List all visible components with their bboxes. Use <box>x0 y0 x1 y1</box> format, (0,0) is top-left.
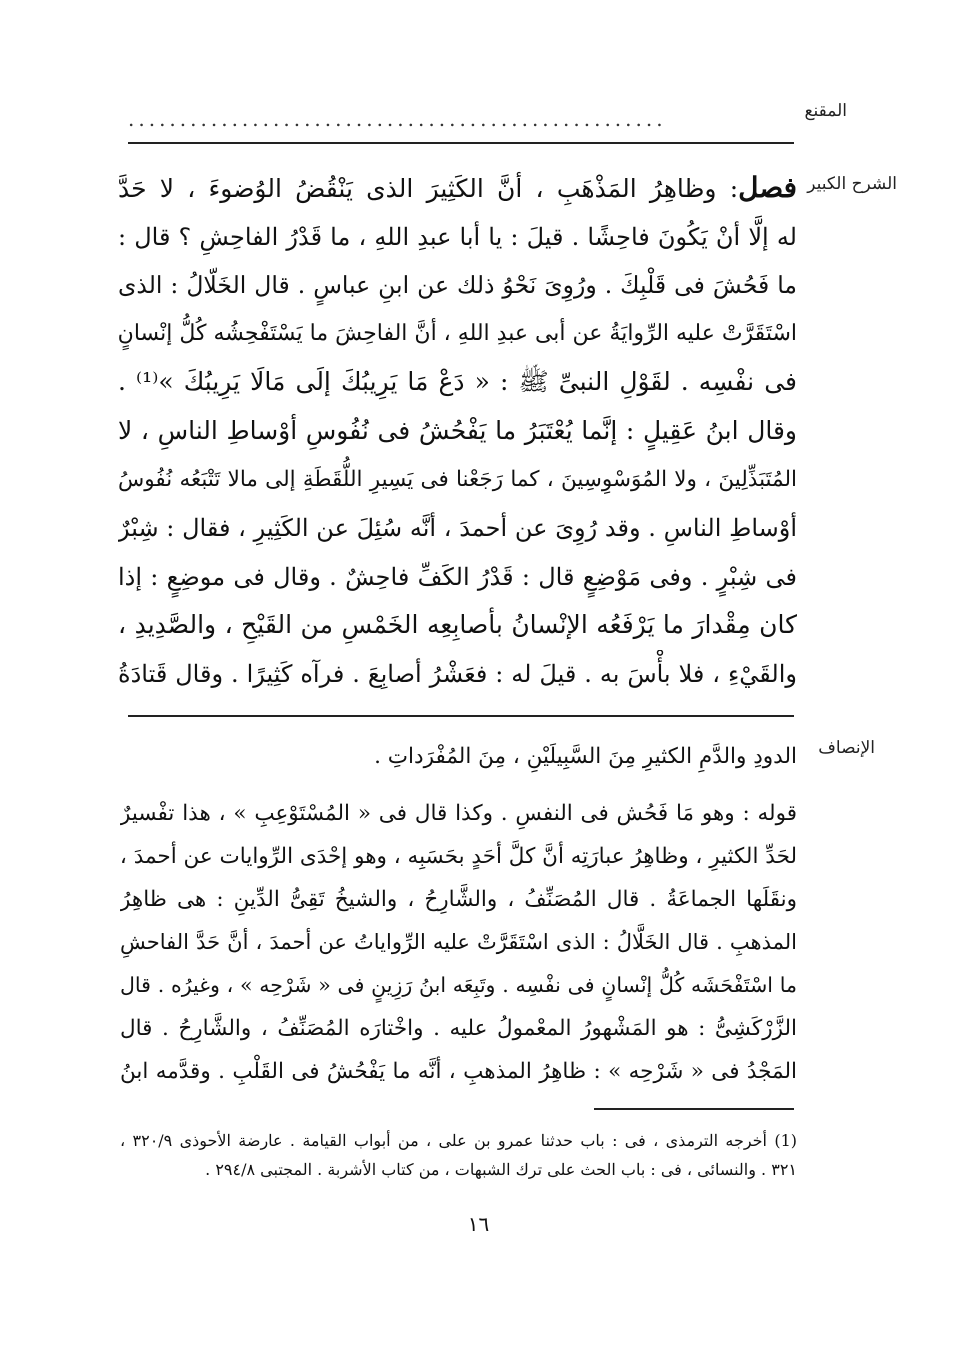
header-dotted-leader: .................................................... <box>128 107 667 131</box>
main-line: فصل: وظاهِرُ المَذْهَبِ ، أنَّ الكَثِيرَ الذى يَنْقُضُ الوُضوءَ ، لا حَدَّ <box>118 171 797 204</box>
insaf-section-label: الإنصاف <box>818 738 875 758</box>
main-line: ما فَحُشَ فى قَلْبِكَ . ورُوِىَ نَحْوُ ذلك عن ابنِ عباسٍ . قال الخَلّالُ : الذى <box>118 271 797 300</box>
insaf-line: الدودِ والدَّمِ الكثيرِ مِنَ السَّبِيلَيْنِ ، مِنَ المُفْرَداتِ . <box>374 744 797 769</box>
footnote-separator <box>594 1108 794 1110</box>
insaf-text <box>120 735 797 1093</box>
footnote-line: (1) أخرجه الترمذى ، فى : باب حدثنا عمرو بن على ، من أبواب القيامة . عارضة الأحوذى ٣٢٠/٩ ، <box>120 1131 797 1150</box>
header-rule <box>128 142 794 144</box>
header-title: المقنع <box>804 101 847 121</box>
insaf-line: ما اسْتَفْحَشَه كُلُّ إنْسانٍ فى نفْسِه . وتَبِعَه ابنُ رَزِينٍ فى « شَرْحِه » ، وغيرُه . قال <box>120 973 797 997</box>
fasl-heading: فصل <box>738 171 797 204</box>
main-line: فى شِبْرٍ . وفى مَوْضِعٍ قال : قَدْرُ الكَفِّ فاحِشٌ . وقال فى موضِعٍ : إذا <box>118 562 797 591</box>
main-line: فى نفْسِه . لقَوْلِ النبىِّ ﷺ : « دَعْ مَا يَرِيبُكَ إلَى مَالَا يَرِيبُكَ »⁽¹⁾ . <box>118 367 797 397</box>
main-line: والقَيْءِ ، فلا بأْسَ به . قيلَ له : فعَشْرُ أصابِعَ . فرآه كَثِيرًا . وقال قَتادَةُ <box>118 659 797 688</box>
footnotes <box>120 1126 797 1184</box>
insaf-line: المَجْدُ فى « شَرْحِه » : ظاهِرُ المذهبِ ، أنَّه ما يَفْحُشُ فى القَلْبِ . وقدَّمه ابنُ <box>120 1059 797 1084</box>
main-line: اسْتَقَرَّتْ عليه الرِّوايَةُ عن أبى عبدِ اللهِ ، أنَّ الفاحِشَ ما يَسْتَفْحِشُه كُلُّ إنْسانٍ <box>118 320 797 346</box>
footnote-line: ٣٢١ . والنسائى ، فى : باب الحث على ترك الشبهات ، من كتاب الأشربة . المجتبى ٢٩٤/٨ . <box>205 1160 797 1179</box>
main-section-label: الشرح الكبير <box>807 174 897 194</box>
main-text <box>118 164 797 699</box>
main-line: كان مِقْدارَ ما يَرْفَعُه الإنْسانُ بأصابِعِه الخَمْسِ من القَيْحِ ، والصَّدِيدِ ، <box>118 610 797 640</box>
main-line: المُتَبَذِّلِينَ ، ولا المُوَسْوِسِينَ ، كما رَجَعْنا فى يَسِيرِ اللُّقَطَةِ إلى مالا تَتْبَعُه نُفُوسُ <box>118 466 797 492</box>
insaf-line: قوله : وهو مَا فَحُش فى النفسِ . وكذا قال فى « المُسْتَوْعِبِ » ، هذا تفْسيرٌ <box>120 801 797 826</box>
main-line: أوْساطِ الناسِ . وقد رُوِىَ عن أحمدَ ، أنَّه سُئِلَ عن الكَثِيرِ ، فقال : شِبْرٌ <box>118 514 797 543</box>
page-number: ١٦ <box>467 1212 490 1236</box>
insaf-line: الزَّرْكَشِىُّ : هو المَشْهورُ المعْمولُ عليه . واخْتارَه المُصَنِّفُ ، والشَّارِحُ . قال <box>120 1016 797 1041</box>
main-line: وقال ابنُ عَقِيلٍ : إنَّما يُعْتَبَرُ ما يَفْحُشُ فى نُفُوسِ أوْساطِ الناسِ ، لا <box>118 415 797 445</box>
main-line: له إلَّا أنْ يَكُونَ فاحِشًا . قيلَ : يا أبا عبدِ اللهِ ، ما قَدْرُ الفاحِشِ ؟ قال : <box>118 222 797 251</box>
insaf-line: لحَدِّ الكثيرِ ، وظاهِرُ عبارَتِه أنَّ كلَّ أحَدٍ بحَسَبِه ، وهو إحْدَى الرِّوايات عن أحمدَ ، <box>120 844 797 869</box>
insaf-line: ونقَلَها الجماعَةُ . قال المُصَنِّفُ ، والشَّارِحُ ، والشيخُ تَقِىُّ الدِّينِ : هى ظاهِرُ <box>120 887 797 912</box>
section-divider <box>128 715 794 717</box>
insaf-line: المذهبِ . قال الخَلَّالُ : الذى اسْتَقَرَّتْ عليه الرِّواياتُ عن أحمدَ ، أنَّ حَدَّ الفاحشِ <box>120 930 797 954</box>
